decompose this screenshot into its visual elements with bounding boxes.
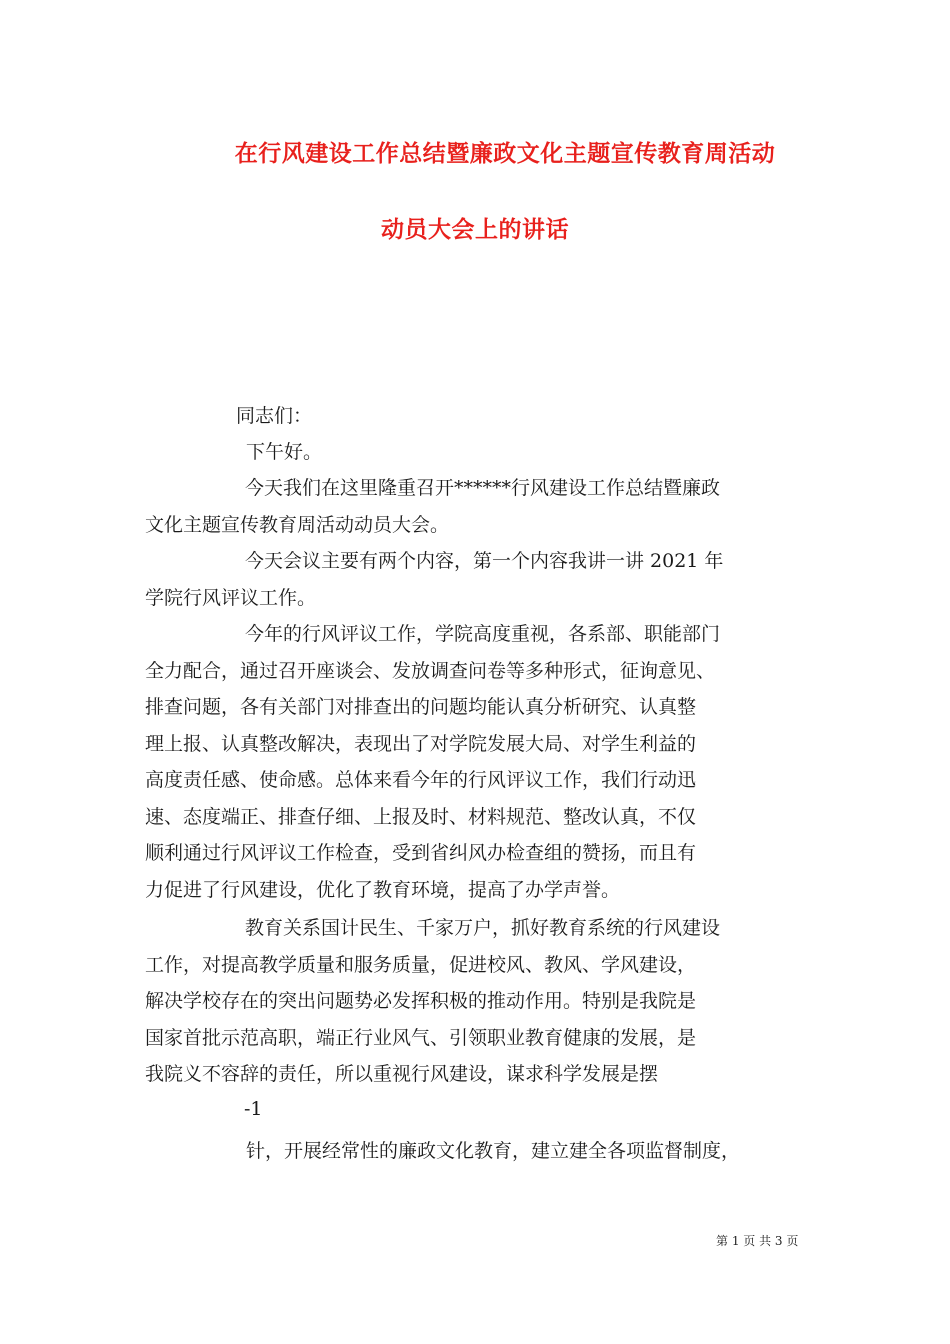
page-footer: 第 1 页 共 3 页 (716, 1234, 799, 1248)
paragraph-line: 高度责任感、使命感。总体来看今年的行风评议工作，我们行动迅 (145, 769, 697, 791)
document-title-line-1: 在行风建设工作总结暨廉政文化主题宣传教育周活动 (234, 140, 776, 167)
paragraph-3 (145, 616, 811, 908)
paragraph-line: 顺利通过行风评议工作检查，受到省纠风办检查组的赞扬，而且有 (145, 842, 697, 864)
document-title-line-2: 动员大会上的讲话 (381, 216, 569, 243)
paragraph-line: 排查问题，各有关部门对排查出的问题均能认真分析研究、认真整 (145, 696, 697, 718)
paragraph-line: 我院义不容辞的责任，所以重视行风建设，谋求科学发展是摆 (145, 1063, 659, 1085)
paragraph-line: 教育关系国计民生、千家万户，抓好教育系统的行风建设 (245, 917, 721, 939)
page-break-marker: -1 (244, 1098, 263, 1120)
paragraph-2 (145, 543, 811, 616)
greeting: 下午好。 (246, 441, 323, 463)
paragraph-line: 国家首批示范高职，端正行业风气、引领职业教育健康的发展，是 (145, 1026, 697, 1049)
paragraph-line: 全力配合，通过召开座谈会、发放调查问卷等多种形式，征询意见、 (145, 659, 716, 682)
paragraph-line: 工作，对提高教学质量和服务质量，促进校风、教风、学风建设， (145, 953, 697, 976)
paragraph-line: 今天会议主要有两个内容，第一个内容我讲一讲 2021 年 (245, 550, 724, 572)
salutation: 同志们： (236, 405, 313, 427)
paragraph-line: 理上报、认真整改解决，表现出了对学院发展大局、对学生利益的 (145, 732, 697, 755)
continued-text-line: 针，开展经常性的廉政文化教育，建立建全各项监督制度， (246, 1140, 741, 1162)
paragraph-line: 速、态度端正、排查仔细、上报及时、材料规范、整改认真，不仅 (145, 805, 697, 828)
paragraph-4 (145, 910, 811, 1093)
paragraph-line: 今天我们在这里隆重召开******行风建设工作总结暨廉政 (245, 477, 721, 499)
paragraph-1 (145, 470, 811, 543)
paragraph-line: 文化主题宣传教育周活动动员大会。 (145, 513, 450, 536)
paragraph-line: 学院行风评议工作。 (145, 586, 317, 609)
paragraph-line: 今年的行风评议工作，学院高度重视，各系部、职能部门 (245, 623, 721, 645)
paragraph-line: 力促进了行风建设，优化了教育环境，提高了办学声誉。 (145, 878, 621, 901)
paragraph-line: 解决学校存在的突出问题势必发挥积极的推动作用。特别是我院是 (145, 990, 697, 1012)
